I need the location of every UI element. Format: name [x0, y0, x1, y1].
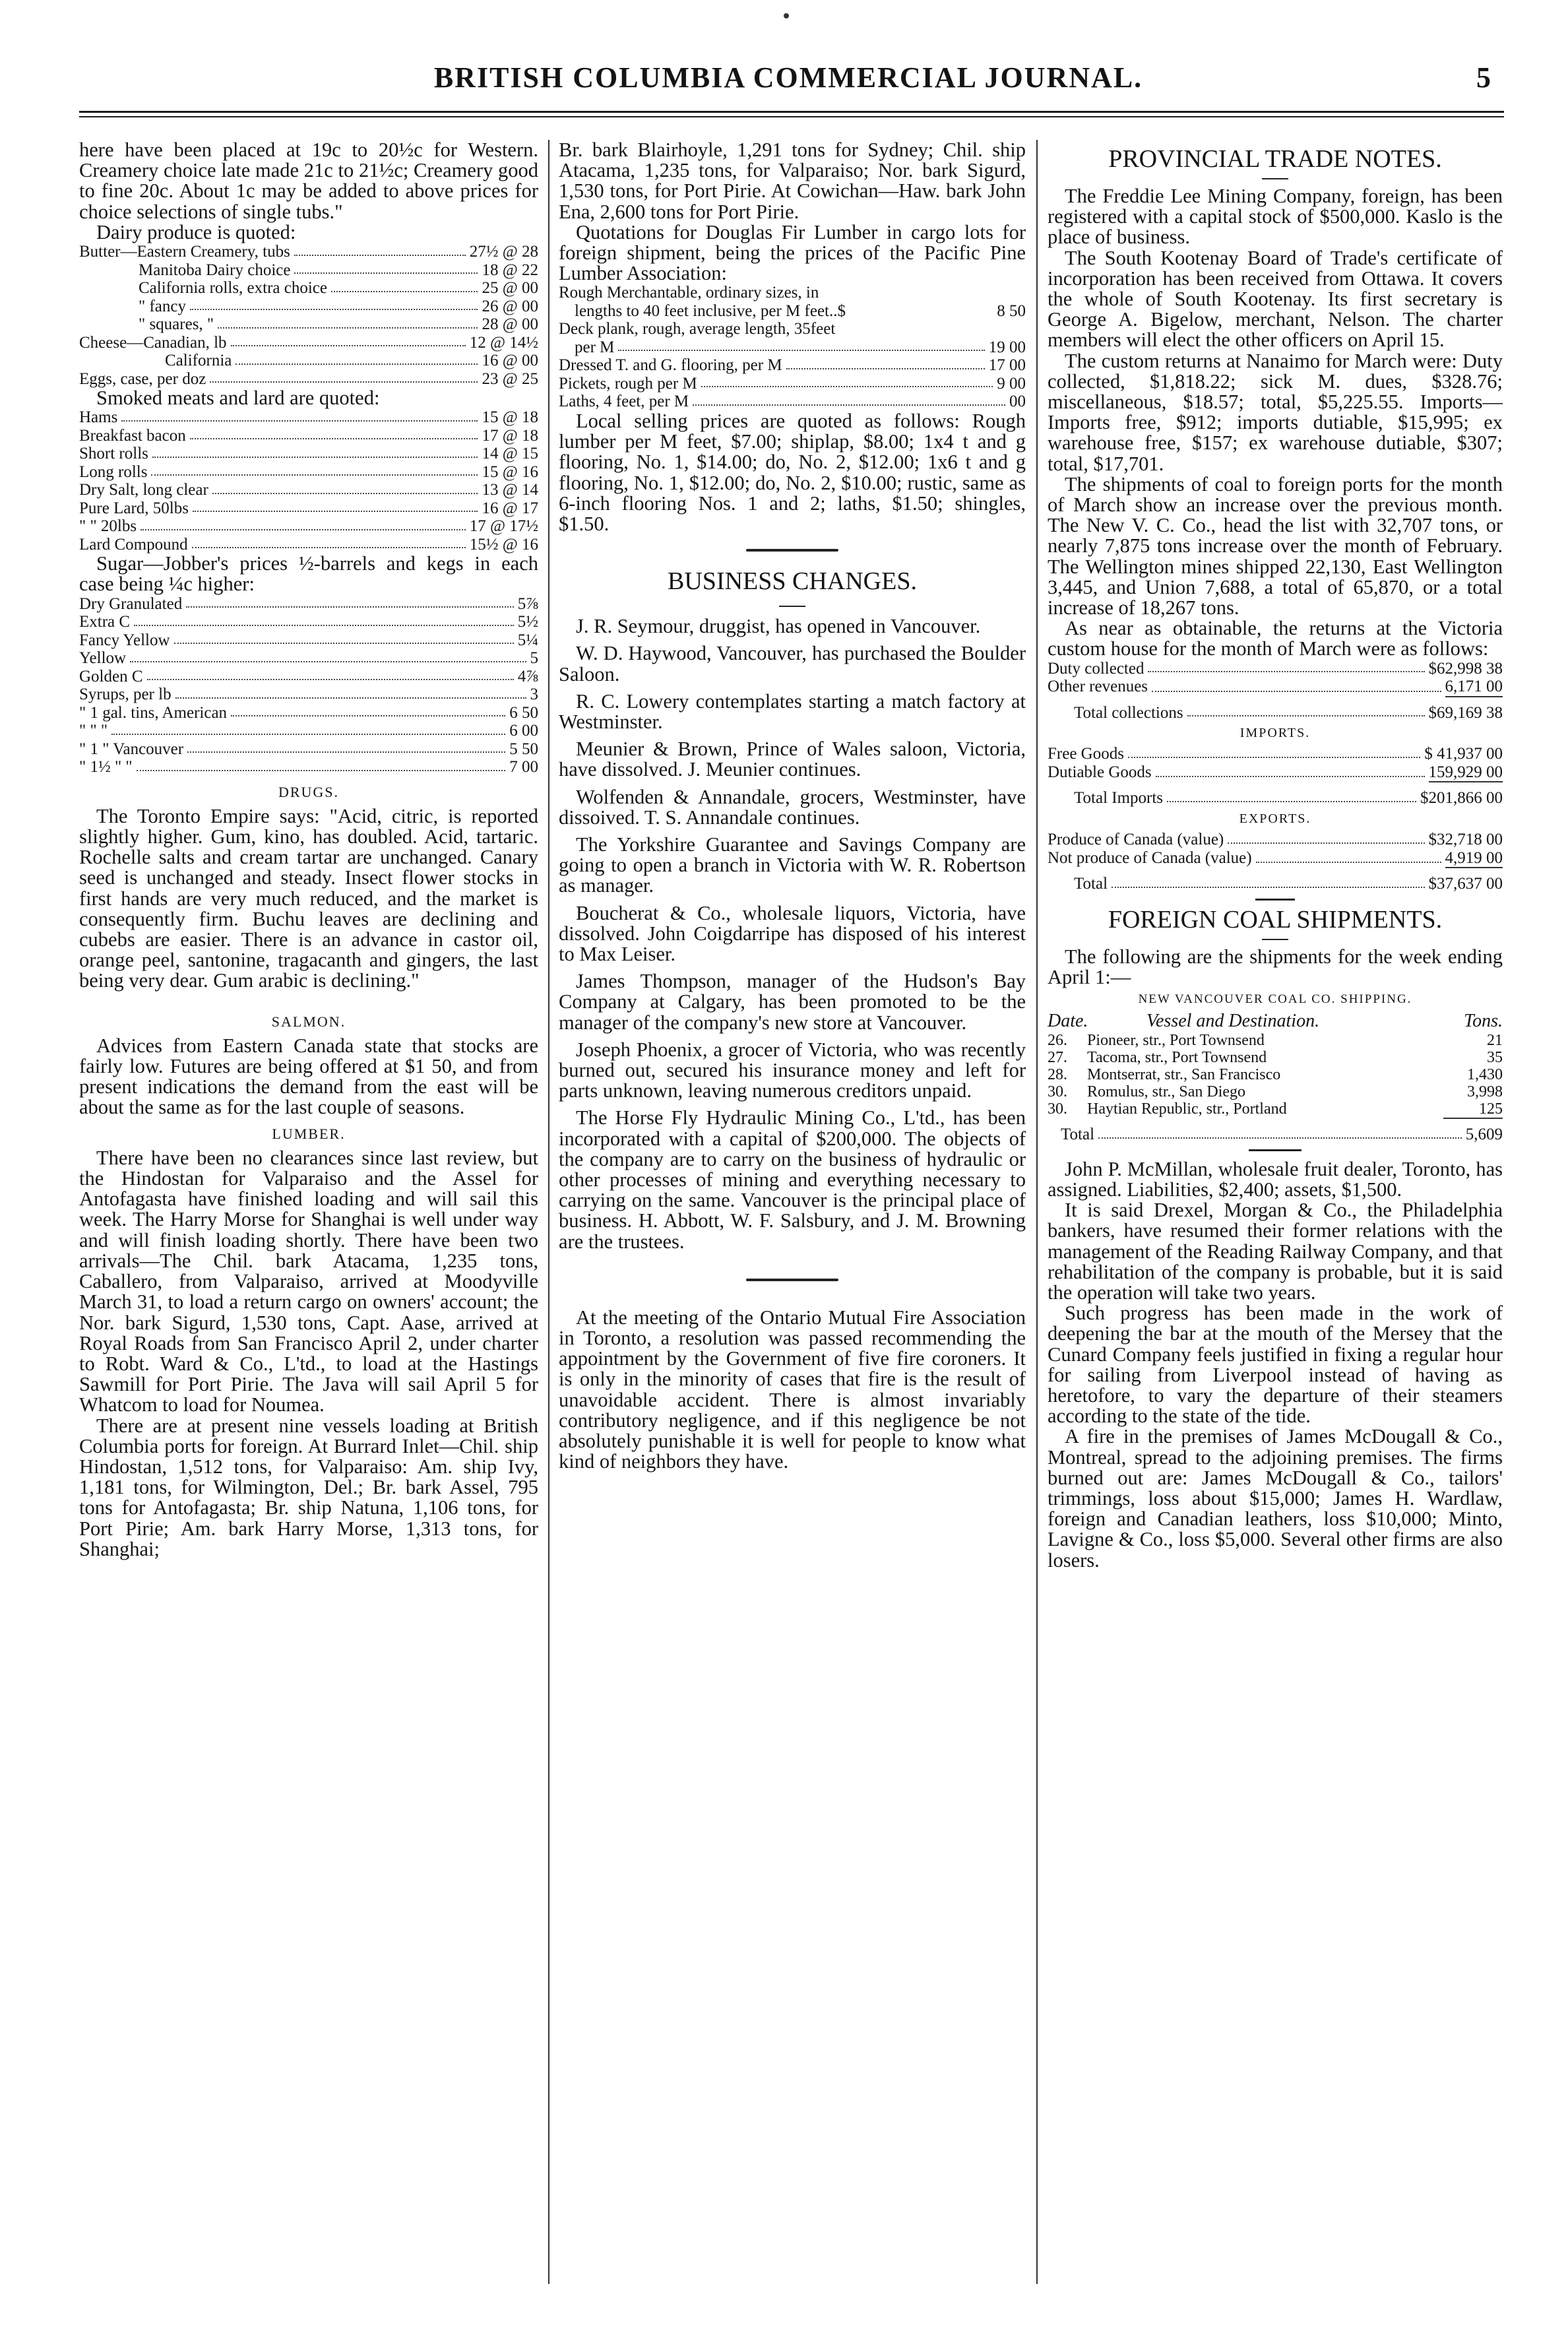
drugs-heading: DRUGS.	[278, 783, 340, 800]
trade-note: The shipments of coal to foreign ports for the month of March show an increase over the previous month. The New V. C. Co., head the list with 32,707 tons, or nearly 7,875 tons increase over the month of February. The Wellington mines shipped 22,130, East Wellington 3,445, and Union 7,688, a total of 65,870, or a total increase of 18,267 tons.	[1048, 472, 1503, 619]
trade-note: As near as obtainable, the returns at the Victoria custom house for the month of March were as follows:	[1048, 617, 1503, 660]
lumber-paragraph-1: There have been no clearances since last review, but the Hindostan for Valparaiso and the Assel for Antofagasta have finished loading and will sail this week. The Harry Morse for Shanghai is well under way and will finish loading shortly. There have been two arrivals—The Chil. bark Atacama, 1,235 tons, Caballero, from Valparaiso, arrived at Moodyville March 31, to load a return cargo on owners' account; the Nor. bark Sigurd, 1,530 tons, Capt. Aase, arrived at Royal Roads from San Francisco April 2, under charter to Robt. Ward & Co., L'td., to load at the Hastings Sawmill for Port Pirie. The Java will sail April 5 for Whatcom to load for Noumea.	[79, 1146, 538, 1416]
header-rule-bottom	[79, 116, 1504, 117]
heading-rule	[1262, 939, 1288, 940]
coal-intro: The following are the shipments for the week ending April 1:—	[1048, 945, 1503, 988]
dairy-intro: Dairy produce is quoted:	[96, 220, 296, 243]
sugar-table	[79, 595, 538, 777]
business-item: The Horse Fly Hydraulic Mining Co., L'td., has been incorporated with a capital of $200,000. The objects of the company are to carry on the business of hydraulic or other processes of mining and everything necessary to carrying on the same. Vancouver is the principal place of business. H. Abbott, W. F. Salsbury, and J. M. Browning are the trustees.	[559, 1106, 1026, 1253]
price-row: " 1 gal. tins, American 6 50	[79, 703, 538, 722]
col-header-date: Date.	[1048, 1011, 1088, 1032]
lumber-quotes-table	[559, 284, 1026, 411]
business-item: W. D. Haywood, Vancouver, has purchased the Boulder Saloon.	[559, 642, 1026, 685]
price-row: Cheese—Canadian, lb 12 @ 14½	[79, 333, 538, 352]
quotations-intro: Quotations for Douglas Fir Lumber in cargo lots for foreign shipment, being the prices of the Pacific Pine Lumber Association:	[559, 220, 1026, 285]
price-row: " squares, " 28 @ 00	[139, 315, 538, 334]
price-row: Dry Granulated 5⅞	[79, 594, 538, 613]
trade-note: The Freddie Lee Mining Company, foreign, has been registered with a capital stock of $500,000. Kaslo is the place of business.	[1048, 185, 1503, 249]
price-row: Fancy Yellow 5¼	[79, 631, 538, 649]
butter-paragraph: here have been placed at 19c to 20½c for Western. Creamery choice late made 21c to 21½c; Creamery good to fine 20c. About 1c may be added to above prices for choice selections of single tubs."	[79, 139, 538, 223]
price-row: Eggs, case, per doz 23 @ 25	[79, 369, 538, 388]
coal-company-heading: NEW VANCOUVER COAL CO. SHIPPING.	[1138, 992, 1412, 1006]
column-divider-1	[548, 140, 549, 2284]
business-item: Meunier & Brown, Prince of Wales saloon, Victoria, have dissolved. J. Meunier continues.	[559, 738, 1026, 781]
drugs-paragraph: The Toronto Empire says: "Acid, citric, is reported slightly higher. Gum, kino, has doubled. Acid, tartaric. Rochelle salts and cream tartar are unchanged. Canary seed is unchanged and steady. Insect flower stocks in first hands are very much reduced, and the market is consequently firm. Buchu leaves are declining and cubebs are easier. There is an advance in castor oil, orange peel, santonine, tragacanth and gingers, the last being very dear. Gum arabic is declining."	[79, 804, 538, 992]
returns-row: Duty collected $62,998 38	[1048, 659, 1503, 678]
price-row: Extra C 5½	[79, 613, 538, 631]
price-row: Butter—Eastern Creamery, tubs 27½ @ 28	[79, 243, 538, 261]
returns-total-row: Total collections $69,169 38	[1074, 703, 1503, 722]
trade-note: Such progress has been made in the work of deepening the bar at the mouth of the Mersey that the Cunard Company feels justified in fixing a regular hour for sailing from Liverpool instead of having as heretofore, to vary the departure of their steamers according to the state of the tide.	[1048, 1302, 1503, 1428]
section-separator	[1249, 1149, 1301, 1151]
heading-rule	[1262, 178, 1288, 179]
page-header	[79, 61, 1497, 100]
column-divider-2	[1036, 140, 1038, 2284]
table-row: 28. Montserrat, str., San Francisco 1,430	[1048, 1066, 1503, 1084]
table-row: 27. Tacoma, str., Port Townsend 35	[1048, 1049, 1503, 1067]
section-separator	[746, 1279, 838, 1281]
price-row: Pickets, rough per M 9 00	[559, 374, 1026, 393]
business-changes-heading: BUSINESS CHANGES.	[668, 567, 917, 596]
sugar-intro: Sugar—Jobber's prices ½-barrels and kegs in each case being ¼c higher:	[79, 552, 538, 596]
trade-note: The South Kootenay Board of Trade's certificate of incorporation has been received from Ottawa. It covers the whole of South Kootenay. Its first secretary is George A. Bigelow, merchant, Nelson. The charter members will elect the other officers on April 15.	[1048, 246, 1503, 352]
trade-note: John P. McMillan, wholesale fruit dealer, Toronto, has assigned. Liabilities, $2,400; assets, $1,500.	[1048, 1157, 1503, 1201]
business-item: Boucherat & Co., wholesale liquors, Victoria, have dissolved. John Coigdarripe has disposed of his interest to Max Leiser.	[559, 901, 1026, 965]
heading-rule	[779, 606, 805, 607]
lumber-heading: LUMBER.	[272, 1125, 346, 1142]
price-row: Syrups, per lb 3	[79, 685, 538, 704]
price-row: Hams 15 @ 18	[79, 408, 538, 427]
page-number: 5	[1476, 61, 1491, 94]
price-row: " fancy 26 @ 00	[139, 297, 538, 315]
returns-row: Not produce of Canada (value) 4,919 00	[1048, 849, 1503, 869]
coal-table	[1048, 1032, 1503, 1144]
section-separator	[746, 549, 838, 552]
table-row: 30. Haytian Republic, str., Portland 125	[1048, 1100, 1503, 1118]
imports-heading: IMPORTS.	[1239, 726, 1311, 741]
price-row: Breakfast bacon 17 @ 18	[79, 426, 538, 445]
price-row: Dressed T. and G. flooring, per M 17 00	[559, 356, 1026, 375]
price-row: Long rolls 15 @ 16	[79, 462, 538, 481]
coal-total-row: Total 5,609	[1061, 1126, 1503, 1144]
business-item: The Yorkshire Guarantee and Savings Company are going to open a branch in Victoria with W. R. Robertson as manager.	[559, 833, 1026, 897]
table-row: 30. Romulus, str., San Diego 3,998	[1048, 1083, 1503, 1101]
table-row: 26. Pioneer, str., Port Townsend 21	[1048, 1032, 1503, 1050]
column-3	[1048, 140, 1503, 1571]
victoria-returns-table	[1048, 660, 1503, 893]
price-row: lengths to 40 feet inclusive, per M feet..$ 8 50	[575, 301, 1026, 320]
price-row: California rolls, extra choice 25 @ 00	[139, 279, 538, 298]
price-row: Golden C 4⅞	[79, 667, 538, 685]
price-row: " " " 6 00	[79, 722, 538, 740]
price-row: Rough Merchantable, ordinary sizes, in	[559, 284, 819, 302]
business-item: Wolfenden & Annandale, grocers, Westminster, have dissoived. T. S. Annandale continues.	[559, 785, 1026, 829]
col-header-tons: Tons.	[1464, 1011, 1503, 1032]
provincial-trade-notes-heading: PROVINCIAL TRADE NOTES.	[1108, 145, 1442, 173]
business-item: R. C. Lowery contemplates starting a match factory at Westminster.	[559, 689, 1026, 733]
exports-heading: EXPORTS.	[1239, 811, 1311, 826]
coal-table-header	[1048, 1011, 1503, 1032]
vessels-paragraph: Br. bark Blairhoyle, 1,291 tons for Sydney; Chil. ship Atacama, 1,235 tons, for Valparaiso; Nor. bark Sigurd, 1,530 tons, for Port Pirie. At Cowichan—Haw. bark John Ena, 2,600 tons for Port Pirie.	[559, 139, 1026, 223]
price-row: per M 19 00	[575, 338, 1026, 356]
price-row: " " 20lbs 17 @ 17½	[79, 517, 538, 536]
salmon-heading: SALMON.	[271, 1013, 346, 1030]
returns-row: Other revenues 6,171 00	[1048, 678, 1503, 697]
smoked-table	[79, 408, 538, 554]
price-row: Manitoba Dairy choice 18 @ 22	[139, 261, 538, 279]
trade-note: It is said Drexel, Morgan & Co., the Philadelphia bankers, have resumed their former relations with the management of the Reading Railway Company, and that rehabilitation of the company is probable, but it is said the operation will take two years.	[1048, 1199, 1503, 1304]
price-row: Lard Compound 15½ @ 16	[79, 535, 538, 554]
business-item: Joseph Phoenix, a grocer of Victoria, who was recently burned out, secured his insurance money and left for parts unknown, leaving numerous creditors unpaid.	[559, 1038, 1026, 1102]
fire-association-paragraph: At the meeting of the Ontario Mutual Fire Association in Toronto, a resolution was passed recommending the appointment by the Government of five fire coroners. It is only in the minority of cases that fire is the result of unavoidable accident. There is almost invariably contributory negligence, and if this negligence be not absolutely punishable it is well for people to know what kind of neighbors they have.	[559, 1306, 1026, 1473]
foreign-coal-shipments-heading: FOREIGN COAL SHIPMENTS.	[1108, 905, 1443, 934]
dairy-table	[79, 243, 538, 388]
price-row: California 16 @ 00	[165, 352, 538, 370]
lumber-paragraph-2: There are at present nine vessels loading at British Columbia ports for foreign. At Burrard Inlet—Chil. ship Hindostan, 1,512 tons, for Valparaiso: Am. ship Ivy, 1,181 tons, for Wilmington, Del.; Br. bark Assel, 795 tons for Antofagasta; Br. ship Natuna, 1,106 tons, for Port Pirie; Am. bark Harry Morse, 1,313 tons, for Shanghai;	[79, 1414, 538, 1560]
price-row: Laths, 4 feet, per M 00	[559, 393, 1026, 411]
column-2	[559, 140, 1026, 1472]
returns-row: Free Goods $ 41,937 00	[1048, 745, 1503, 763]
salmon-paragraph: Advices from Eastern Canada state that stocks are fairly low. Futures are being offered at $1 50, and from present indications the demand from the east will be about the same as for the last couple of seasons.	[79, 1034, 538, 1119]
journal-title: BRITISH COLUMBIA COMMERCIAL JOURNAL.	[433, 61, 1143, 94]
trade-note: A fire in the premises of James McDougall & Co., Montreal, spread to the adjoining premises. The firms burned out are: James McDougall & Co., tailors' trimmings, loss about $15,000; James H. Wardlaw, foreign and Canadian leathers, loss $10,000; Minto, Lavigne & Co., loss $5,000. Several other firms are also losers.	[1048, 1425, 1503, 1571]
local-prices-paragraph: Local selling prices are quoted as follows: Rough lumber per M feet, $7.00; shiplap, $8.00; 1x4 t and g flooring, No. 1, $14.00; do, No. 2, $12.00; 1x6 t and g flooring, No. 1, $12.00; do, No. 2, $10.00; rustic, same as 6-inch flooring Nos. 1 and 2; laths, $1.50; shingles, $1.50.	[559, 409, 1026, 535]
price-row: Short rolls 14 @ 15	[79, 445, 538, 463]
business-item: James Thompson, manager of the Hudson's Bay Company at Calgary, has been promoted to be the manager of the company's new store at Vancouver.	[559, 970, 1026, 1034]
trade-note: The custom returns at Nanaimo for March were: Duty collected, $1,818.22; sick M. dues, $328.76; miscellaneous, $18.57; total, $5,225.55. Imports—Imports free, $912; imports dutiable, $15,995; ex warehouse free, $157; ex warehouse dutiable, $307; total, $17,701.	[1048, 349, 1503, 475]
col-header-vessel: Vessel and Destination.	[1146, 1011, 1320, 1032]
section-separator	[1255, 899, 1295, 901]
returns-total-row: Total Imports $201,866 00	[1074, 789, 1503, 808]
price-row: Pure Lard, 50lbs 16 @ 17	[79, 499, 538, 517]
header-rule-top	[79, 111, 1504, 113]
price-row: Deck plank, rough, average length, 35feet	[559, 320, 836, 338]
column-1	[79, 140, 538, 1560]
returns-row: Dutiable Goods 159,929 00	[1048, 763, 1503, 783]
price-row: " 1½ " " 7 00	[79, 758, 538, 777]
price-row: Yellow 5	[79, 649, 538, 668]
smoked-intro: Smoked meats and lard are quoted:	[96, 387, 380, 410]
returns-total-row: Total $37,637 00	[1074, 875, 1503, 893]
business-item: J. R. Seymour, druggist, has opened in Vancouver.	[576, 615, 981, 638]
price-row: " 1 " Vancouver 5 50	[79, 740, 538, 758]
returns-row: Produce of Canada (value) $32,718 00	[1048, 831, 1503, 849]
price-row: Dry Salt, long clear 13 @ 14	[79, 481, 538, 499]
page-speck	[784, 13, 789, 18]
